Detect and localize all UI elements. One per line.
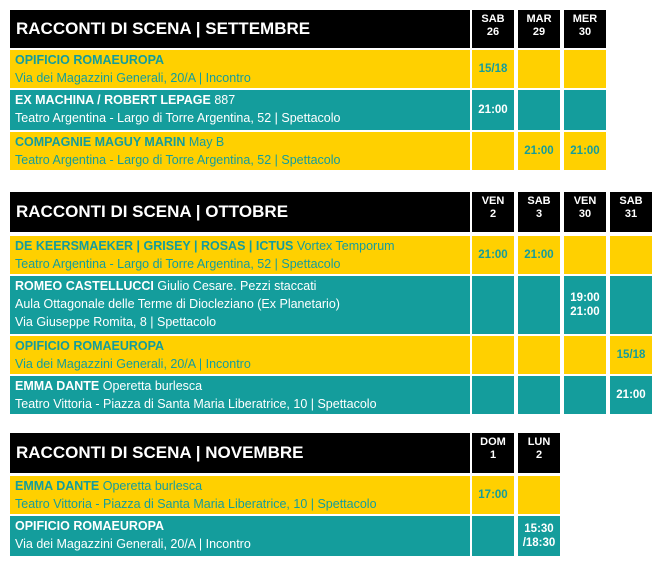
time-cell xyxy=(564,336,606,374)
event-work: May B xyxy=(185,135,225,149)
event-work: Operetta burlesca xyxy=(99,479,203,493)
day-header xyxy=(564,10,606,48)
time-cell xyxy=(518,376,560,414)
time-cell xyxy=(610,236,652,274)
day-number: 26 xyxy=(486,26,500,38)
event-name: EX MACHINA / ROBERT LEPAGE xyxy=(15,93,211,107)
day-number: 3 xyxy=(535,208,543,220)
event-work: 887 xyxy=(210,93,236,107)
time-cell xyxy=(518,90,560,130)
event-venue: Teatro Argentina - Largo di Torre Argentina, 52 | Spettacolo xyxy=(15,111,341,125)
event-name: OPIFICIO ROMAEUROPA xyxy=(15,339,165,353)
weekday: DOM xyxy=(480,436,506,448)
time-cell xyxy=(518,276,560,334)
day-header xyxy=(564,192,606,232)
day-header xyxy=(472,10,514,48)
weekday: SAB xyxy=(619,195,643,207)
time-cell xyxy=(472,516,514,556)
section-header xyxy=(10,192,470,232)
event-row xyxy=(10,516,470,556)
time-cell: 21:00 xyxy=(610,376,652,414)
event-work: Operetta burlesca xyxy=(99,379,203,393)
day-header xyxy=(472,192,514,232)
event-row xyxy=(10,90,470,130)
event-name: COMPAGNIE MAGUY MARIN xyxy=(15,135,186,149)
event-row xyxy=(10,50,470,88)
weekday: SAB xyxy=(527,195,551,207)
event-venue: Aula Ottagonale delle Terme di Diocleziano (Ex Planetario) xyxy=(15,297,340,311)
time-cell xyxy=(472,376,514,414)
event-row xyxy=(10,236,470,274)
event-row xyxy=(10,276,470,334)
day-header xyxy=(518,10,560,48)
time-cell: 21:00 xyxy=(472,236,514,274)
time-cell xyxy=(564,50,606,88)
day-header xyxy=(518,192,560,232)
time-cell xyxy=(518,50,560,88)
day-header xyxy=(472,433,514,473)
event-venue: Via dei Magazzini Generali, 20/A | Incontro xyxy=(15,357,251,371)
time-cell xyxy=(472,132,514,170)
day-header xyxy=(610,192,652,232)
event-name: DE KEERSMAEKER | GRISEY | ROSAS | ICTUS xyxy=(15,239,294,253)
time-cell: 15/18 xyxy=(610,336,652,374)
event-venue: Teatro Vittoria - Piazza di Santa Maria Liberatrice, 10 | Spettacolo xyxy=(15,497,377,511)
event-row xyxy=(10,476,470,514)
time-cell: 21:00 xyxy=(472,90,514,130)
day-number: 31 xyxy=(624,208,638,220)
weekday: LUN xyxy=(527,436,551,448)
event-venue: Via dei Magazzini Generali, 20/A | Incontro xyxy=(15,537,251,551)
event-name: EMMA DANTE xyxy=(15,379,100,393)
time-cell: 21:00 xyxy=(518,236,560,274)
event-row xyxy=(10,132,470,170)
day-number: 30 xyxy=(578,26,592,38)
event-venue: Teatro Vittoria - Piazza di Santa Maria Liberatrice, 10 | Spettacolo xyxy=(15,397,377,411)
event-row xyxy=(10,376,470,414)
event-work: Vortex Temporum xyxy=(293,239,395,253)
event-name: OPIFICIO ROMAEUROPA xyxy=(15,519,165,533)
event-name: ROMEO CASTELLUCCI xyxy=(15,279,154,293)
event-name: OPIFICIO ROMAEUROPA xyxy=(15,53,165,67)
weekday: VEN xyxy=(573,195,597,207)
section-header xyxy=(10,10,470,48)
event-row xyxy=(10,336,470,374)
day-header xyxy=(518,433,560,473)
weekday: VEN xyxy=(481,195,505,207)
event-work: Giulio Cesare. Pezzi staccati xyxy=(153,279,317,293)
event-name: EMMA DANTE xyxy=(15,479,100,493)
weekday: MER xyxy=(572,13,598,25)
time-cell xyxy=(564,376,606,414)
time-cell: 17:00 xyxy=(472,476,514,514)
day-number: 30 xyxy=(578,208,592,220)
time-cell xyxy=(564,90,606,130)
event-venue: Via Giuseppe Romita, 8 | Spettacolo xyxy=(15,315,217,329)
day-number: 29 xyxy=(532,26,546,38)
time-cell xyxy=(518,336,560,374)
day-number: 2 xyxy=(535,449,543,461)
day-number: 2 xyxy=(489,208,497,220)
section-title: RACCONTI DI SCENA | OTTOBRE xyxy=(16,202,289,221)
time-cell: 21:00 xyxy=(564,132,606,170)
time-cell: 21:00 xyxy=(518,132,560,170)
time-cell: 15:30 /18:30 xyxy=(518,516,560,556)
event-venue: Teatro Argentina - Largo di Torre Argentina, 52 | Spettacolo xyxy=(15,257,341,271)
time-cell xyxy=(518,476,560,514)
section-header xyxy=(10,433,470,473)
time-cell: 19:00 21:00 xyxy=(564,276,606,334)
time-cell xyxy=(564,236,606,274)
weekday: MAR xyxy=(526,13,552,25)
event-venue: Via dei Magazzini Generali, 20/A | Incontro xyxy=(15,71,251,85)
time-cell: 15/18 xyxy=(472,50,514,88)
time-cell xyxy=(472,336,514,374)
time-cell xyxy=(472,276,514,334)
weekday: SAB xyxy=(481,13,505,25)
section-title: RACCONTI DI SCENA | NOVEMBRE xyxy=(16,443,304,462)
time-cell xyxy=(610,276,652,334)
event-venue: Teatro Argentina - Largo di Torre Argentina, 52 | Spettacolo xyxy=(15,153,341,167)
day-number: 1 xyxy=(489,449,497,461)
section-title: RACCONTI DI SCENA | SETTEMBRE xyxy=(16,19,311,38)
